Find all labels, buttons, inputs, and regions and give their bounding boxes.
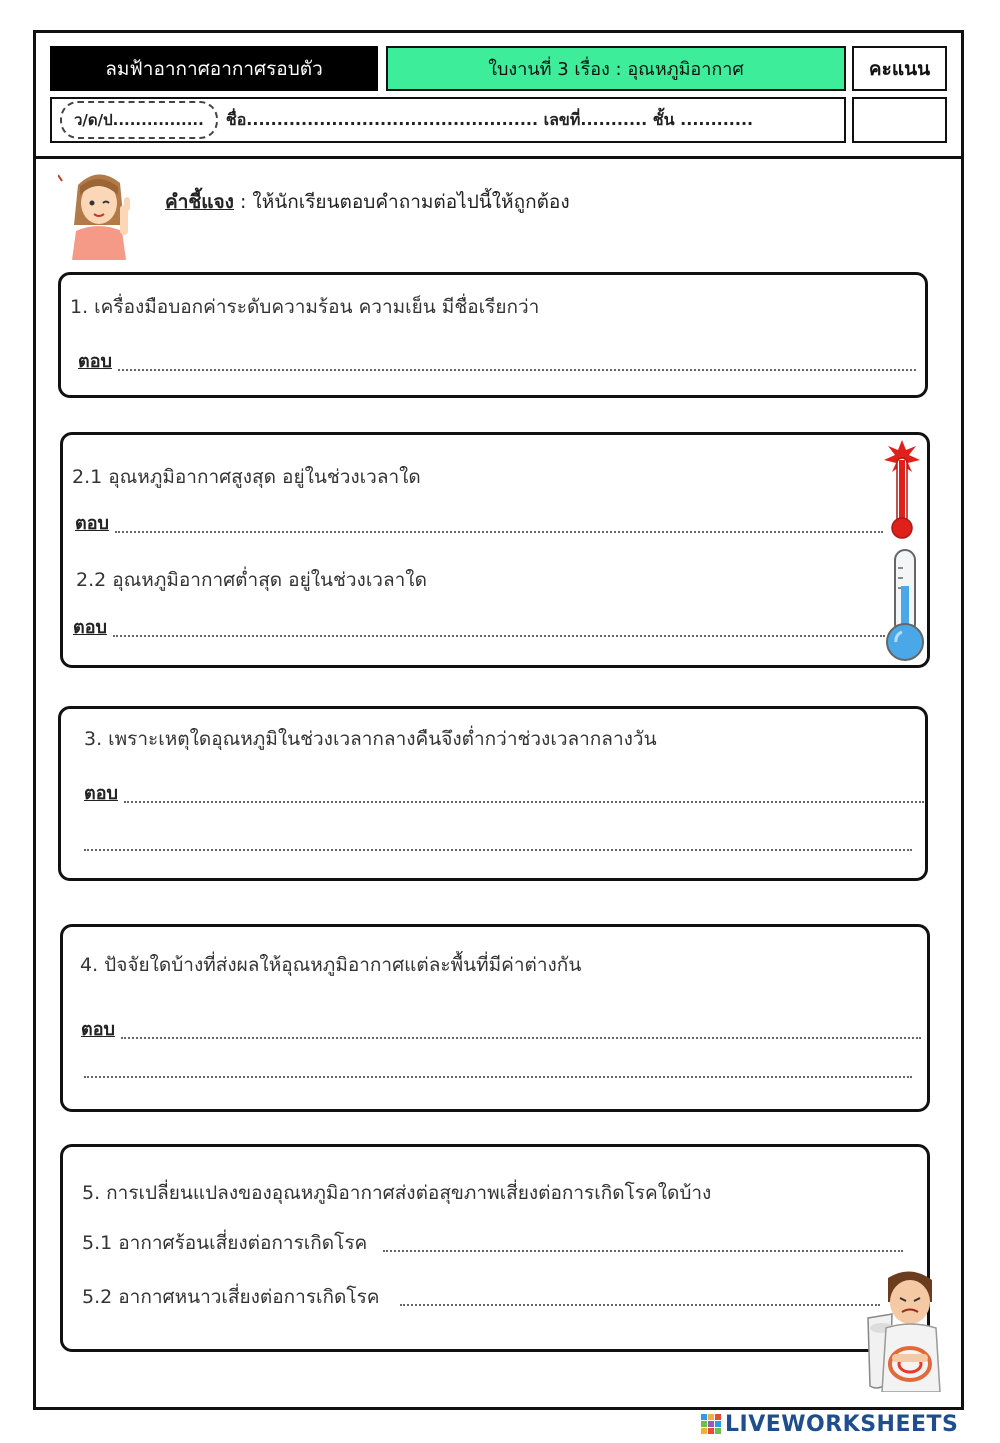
- liveworksheets-logo[interactable]: [700, 1410, 958, 1438]
- question-5-1-text: 5.1 อากาศร้อนเสี่ยงต่อการเกิดโรค: [82, 1232, 368, 1254]
- topic-header: [50, 46, 378, 91]
- question-3-answer[interactable]: [84, 778, 924, 807]
- liveworksheets-logo-icon: [700, 1413, 722, 1435]
- hot-thermometer-icon: [882, 440, 922, 540]
- score-label: คะแนน: [868, 57, 931, 80]
- answer-line[interactable]: [115, 530, 883, 533]
- sheet-title: ใบงานที่ 3 เรื่อง : อุณหภูมิอากาศ: [488, 59, 744, 80]
- answer-label: ตอบ: [75, 513, 109, 534]
- question-2-2-answer[interactable]: [73, 612, 885, 641]
- student-info-row: [50, 97, 846, 143]
- answer-line[interactable]: [124, 800, 924, 803]
- header-divider: [36, 156, 962, 159]
- instruction-text: ให้นักเรียนตอบคำถามต่อไปนี้ให้ถูกต้อง: [252, 191, 570, 213]
- answer-label: ตอบ: [84, 783, 118, 804]
- cold-thermometer-icon: [882, 548, 928, 662]
- topic-title: ลมฟ้าอากาศอากาศรอบตัว: [105, 57, 323, 80]
- question-5-2-text: 5.2 อากาศหนาวเสี่ยงต่อการเกิดโรค: [82, 1286, 380, 1308]
- sick-man-illustration: [862, 1268, 954, 1392]
- liveworksheets-brand: LIVEWORKSHEETS: [725, 1411, 959, 1437]
- answer-line-extra[interactable]: [84, 1075, 912, 1078]
- date-code-pill[interactable]: ว/ด/ป................: [60, 101, 218, 139]
- instruction-label: คำชี้แจง: [165, 191, 234, 213]
- question-5-2-answer-line[interactable]: [400, 1303, 880, 1306]
- score-header: [852, 46, 947, 91]
- sheet-title-header: [386, 46, 846, 91]
- instruction: [165, 187, 570, 217]
- answer-line[interactable]: [113, 634, 885, 637]
- question-1-text: 1. เครื่องมือบอกค่าระดับความร้อน ความเย็น มีชื่อเรียกว่า: [70, 296, 540, 318]
- question-2-1-text: 2.1 อุณหภูมิอากาศสูงสุด อยู่ในช่วงเวลาใด: [72, 466, 421, 488]
- instruction-colon: :: [233, 191, 253, 213]
- question-1-box: [58, 272, 928, 398]
- question-2-1-answer[interactable]: [75, 508, 883, 537]
- question-5-text: 5. การเปลี่ยนแปลงของอุณหภูมิอากาศส่งต่อสุขภาพเสี่ยงต่อการเกิดโรคใดบ้าง: [82, 1182, 712, 1204]
- answer-label: ตอบ: [73, 617, 107, 638]
- teacher-girl-illustration: [58, 165, 158, 260]
- question-3-text: 3. เพราะเหตุใดอุณหภูมิในช่วงเวลากลางคืนจึงต่ำกว่าช่วงเวลากลางวัน: [84, 728, 657, 750]
- question-2-2-text: 2.2 อุณหภูมิอากาศต่ำสุด อยู่ในช่วงเวลาใด: [76, 569, 427, 591]
- score-box[interactable]: [852, 97, 947, 143]
- answer-line-extra[interactable]: [84, 848, 912, 851]
- question-4-text: 4. ปัจจัยใดบ้างที่ส่งผลให้อุณหภูมิอากาศแต่ละพื้นที่มีค่าต่างกัน: [80, 954, 582, 976]
- answer-label: ตอบ: [81, 1019, 115, 1040]
- answer-line[interactable]: [118, 368, 916, 371]
- question-1-answer[interactable]: [78, 346, 916, 375]
- student-info-text[interactable]: ชื่อ................................................ เลขที่........... ชั้น ............: [225, 109, 754, 129]
- answer-label: ตอบ: [78, 351, 112, 372]
- answer-line[interactable]: [121, 1036, 921, 1039]
- question-5-1-answer-line[interactable]: [383, 1249, 903, 1252]
- question-4-answer[interactable]: [81, 1014, 921, 1043]
